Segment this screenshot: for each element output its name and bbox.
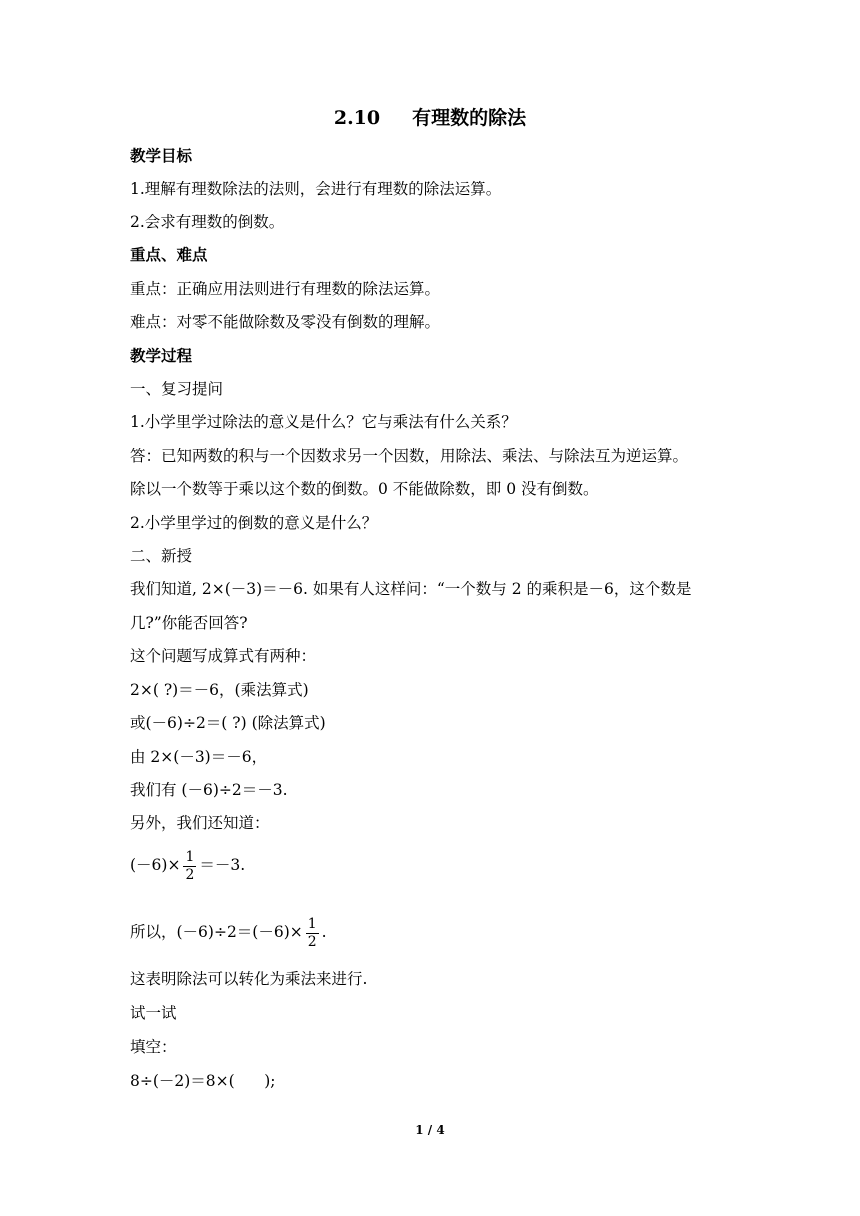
section-heading-process: 教学过程 [130, 346, 193, 365]
paragraph: 这个问题写成算式有两种： [130, 647, 317, 665]
equation: 8÷(－2)＝8×( ); [130, 1072, 276, 1090]
review-heading: 一、复习提问 [130, 380, 224, 398]
fraction-numerator: 1 [185, 848, 195, 865]
fraction-denominator: 2 [185, 866, 195, 883]
review-question: 1.小学里学过除法的意义是什么？它与乘法有什么关系？ [130, 413, 517, 431]
key-point-item: 重点：正确应用法则进行有理数的除法运算。 [130, 280, 441, 298]
key-point-item: 难点：对零不能做除数及零没有倒数的理解。 [130, 313, 441, 331]
fraction [306, 916, 319, 951]
review-question: 2.小学里学过的倒数的意义是什么？ [130, 514, 378, 532]
equation: 2×( ?)＝－6，(乘法算式) [130, 681, 309, 699]
title-number: 2.10 [333, 107, 381, 129]
equation-with-fraction [130, 845, 245, 885]
equation-part: ＝－3. [199, 856, 246, 874]
page-title [0, 104, 860, 132]
section-heading-objectives: 教学目标 [130, 146, 193, 165]
objective-item: 2.会求有理数的倒数。 [130, 213, 285, 231]
page-number: 1 / 4 [415, 1123, 445, 1137]
paragraph: 这表明除法可以转化为乘法来进行. [130, 970, 368, 988]
equation-part: . [321, 923, 327, 941]
title-text: 有理数的除法 [412, 107, 527, 129]
paragraph: 我们知道, 2×(－3)＝－6. 如果有人这样问：“一个数与 2 的乘积是－6，这个数是 [130, 580, 692, 598]
equation: 或(－6)÷2＝( ?) (除法算式) [130, 714, 326, 732]
review-answer: 除以一个数等于乘以这个数的倒数。0 不能做除数，即 0 没有倒数。 [130, 480, 599, 498]
equation-with-fraction [130, 912, 327, 952]
section-heading-key-points: 重点、难点 [130, 245, 208, 264]
objective-item: 1.理解有理数除法的法则，会进行有理数的除法运算。 [130, 180, 502, 198]
paragraph: 几?”你能否回答? [130, 614, 248, 632]
review-answer: 答：已知两数的积与一个因数求另一个因数，用除法、乘法、与除法互为逆运算。 [130, 447, 689, 465]
paragraph: 填空： [130, 1038, 177, 1056]
new-lesson-heading: 二、新授 [130, 547, 193, 565]
try-heading: 试一试 [130, 1004, 177, 1022]
equation: 由 2×(－3)＝－6， [130, 748, 268, 766]
fraction-denominator: 2 [307, 933, 317, 950]
equation-part: 所以，(－6)÷2＝(－6)× [130, 923, 303, 941]
equation: 我们有 (－6)÷2＝－3. [130, 781, 288, 799]
equation-part: (－6)× [130, 856, 181, 874]
fraction [183, 849, 196, 884]
paragraph: 另外，我们还知道： [130, 814, 270, 832]
fraction-numerator: 1 [307, 915, 317, 932]
